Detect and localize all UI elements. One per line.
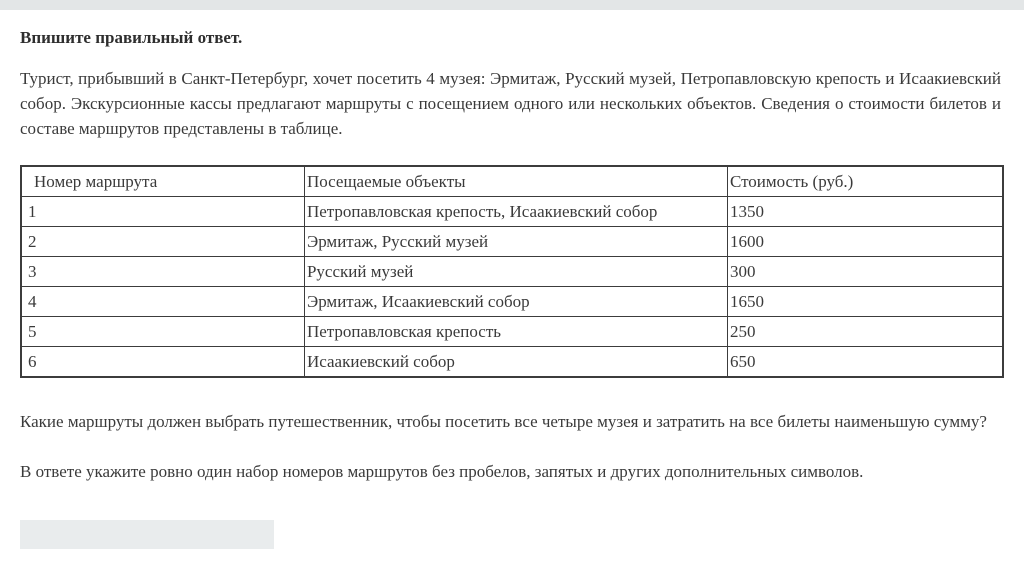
route-objects: Русский музей (304, 257, 727, 287)
task-note: В ответе укажите ровно один набор номеров маршрутов без пробелов, запятых и других дополнительных символов. (20, 462, 864, 481)
top-bar (0, 0, 1024, 10)
table-row (21, 197, 1003, 227)
route-cost: 650 (727, 347, 1003, 378)
task-instruction: Впишите правильный ответ. (20, 28, 243, 47)
header-objects: Посещаемые объекты (304, 166, 727, 197)
table-row (21, 287, 1003, 317)
route-cost: 250 (727, 317, 1003, 347)
table-row (21, 227, 1003, 257)
route-number: 3 (21, 257, 304, 287)
route-number: 5 (21, 317, 304, 347)
route-cost: 1600 (727, 227, 1003, 257)
route-number: 2 (21, 227, 304, 257)
route-cost: 300 (727, 257, 1003, 287)
table-header-row (21, 166, 1003, 197)
task-intro: Турист, прибывший в Санкт-Петербург, хочет посетить 4 музея: Эрмитаж, Русский музей, Петропавловскую крепость и Исаакиевский собор. Экскурсионные кассы предлагают маршруты с посещением одного или нескольких объектов. Сведения о стоимости билетов и составе маршрутов представлены в таблице. (20, 69, 1001, 138)
route-cost: 1350 (727, 197, 1003, 227)
table-row (21, 347, 1003, 378)
route-objects: Исаакиевский собор (304, 347, 727, 378)
route-number: 1 (21, 197, 304, 227)
header-route-number: Номер маршрута (21, 166, 304, 197)
table-row (21, 257, 1003, 287)
route-objects: Эрмитаж, Исаакиевский собор (304, 287, 727, 317)
table-row (21, 317, 1003, 347)
route-number: 4 (21, 287, 304, 317)
answer-input[interactable] (20, 520, 274, 549)
route-objects: Петропавловская крепость, Исаакиевский собор (304, 197, 727, 227)
route-number: 6 (21, 347, 304, 378)
routes-table (20, 165, 1004, 378)
route-cost: 1650 (727, 287, 1003, 317)
route-objects: Петропавловская крепость (304, 317, 727, 347)
route-objects: Эрмитаж, Русский музей (304, 227, 727, 257)
header-cost: Стоимость (руб.) (727, 166, 1003, 197)
task-question: Какие маршруты должен выбрать путешественник, чтобы посетить все четыре музея и затратить на все билеты наименьшую сумму? (20, 412, 987, 431)
